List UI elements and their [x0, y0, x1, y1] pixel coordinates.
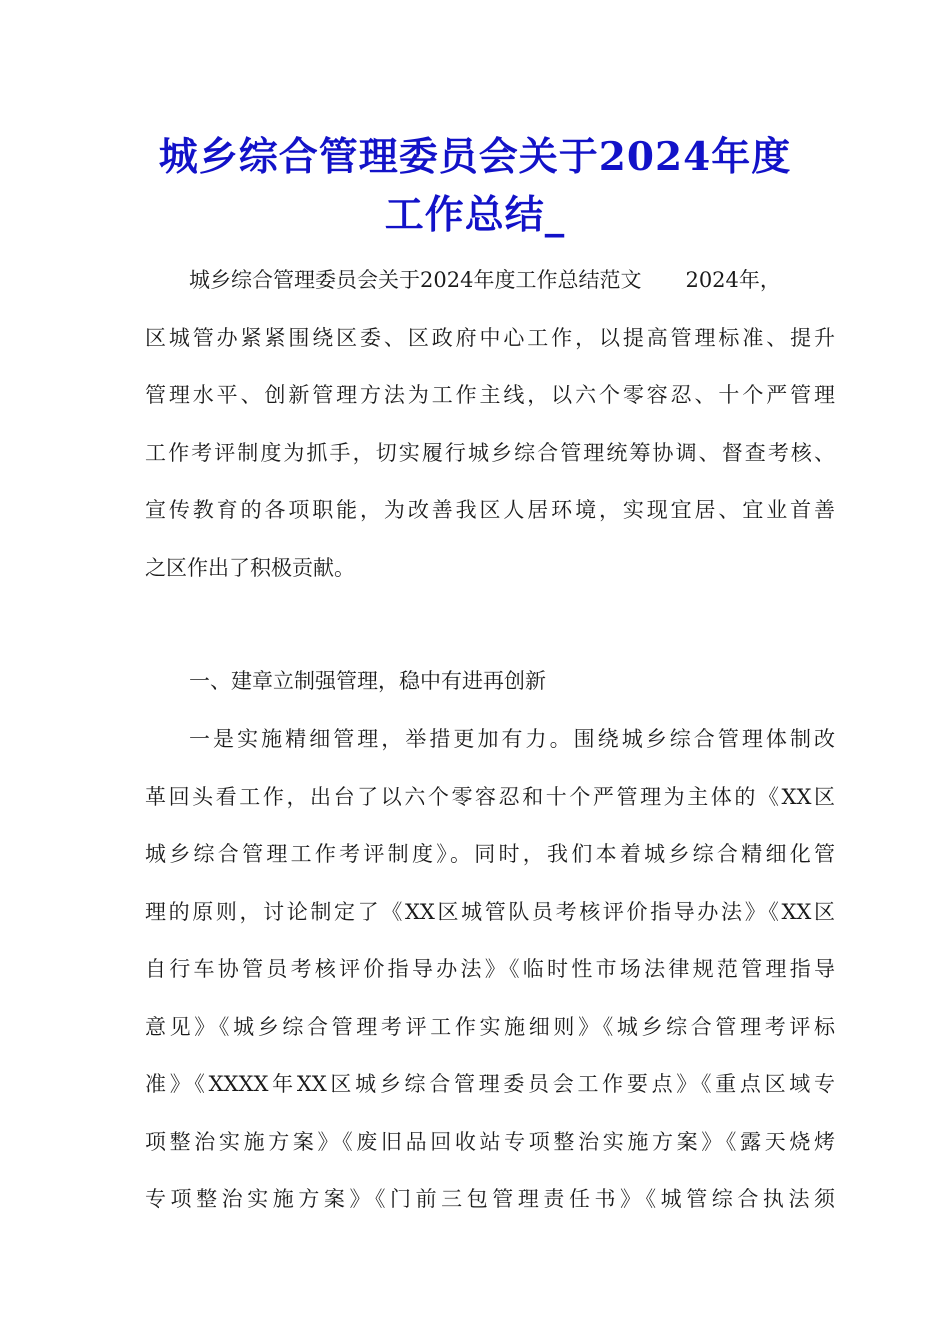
- title-line-1: 城乡综合管理委员会关于2024年度: [158, 134, 792, 180]
- intro-line-5: 宣传教育的各项职能，为改善我区人居环境，实现宜居、宜业首善: [145, 498, 835, 522]
- title-line-2: 工作总结_: [384, 192, 566, 238]
- section-line-9: 专项整治实施方案》《门前三包管理责任书》《城管综合执法须: [145, 1187, 835, 1211]
- intro-line-4: 工作考评制度为抓手，切实履行城乡综合管理统筹协调、督查考核、: [145, 440, 835, 465]
- intro-line-1: [145, 252, 835, 310]
- section-line-2: 革回头看工作，出台了以六个零容忍和十个严管理为主体的《XX区: [145, 784, 835, 809]
- section-line-8: 项整治实施方案》《废旧品回收站专项整治实施方案》《露天烧烤: [145, 1129, 835, 1154]
- section-heading: [145, 653, 835, 711]
- section-paragraph: [145, 711, 835, 1229]
- intro-line-2: 区城管办紧紧围绕区委、区政府中心工作，以提高管理标准、提升: [145, 325, 835, 350]
- section-line-3: 城乡综合管理工作考评制度》。同时，我们本着城乡综合精细化管: [145, 842, 835, 866]
- intro-year-text: 2024年，: [685, 268, 781, 292]
- intro-lead-text: 城乡综合管理委员会关于2024年度工作总结范文: [189, 268, 642, 292]
- section-line-7: 准》《XXXX年XX区城乡综合管理委员会工作要点》《重点区域专: [145, 1072, 835, 1096]
- section-heading-text: 一、建章立制强管理，稳中有进再创新: [189, 669, 546, 693]
- section-line-5: 自行车协管员考核评价指导办法》《临时性市场法律规范管理指导: [145, 957, 835, 981]
- intro-line-3: 管理水平、创新管理方法为工作主线，以六个零容忍、十个严管理: [145, 383, 835, 407]
- section-line-1: 一是实施精细管理，举措更加有力。围绕城乡综合管理体制改: [189, 727, 835, 751]
- section-line-6: 意见》《城乡综合管理考评工作实施细则》《城乡综合管理考评标: [145, 1014, 835, 1039]
- section-line-4: 理的原则，讨论制定了《XX区城管队员考核评价指导办法》《XX区: [145, 899, 835, 924]
- intro-paragraph: [145, 252, 835, 597]
- document-title: [80, 128, 870, 244]
- intro-line-6: 之区作出了积极贡献。: [145, 555, 355, 580]
